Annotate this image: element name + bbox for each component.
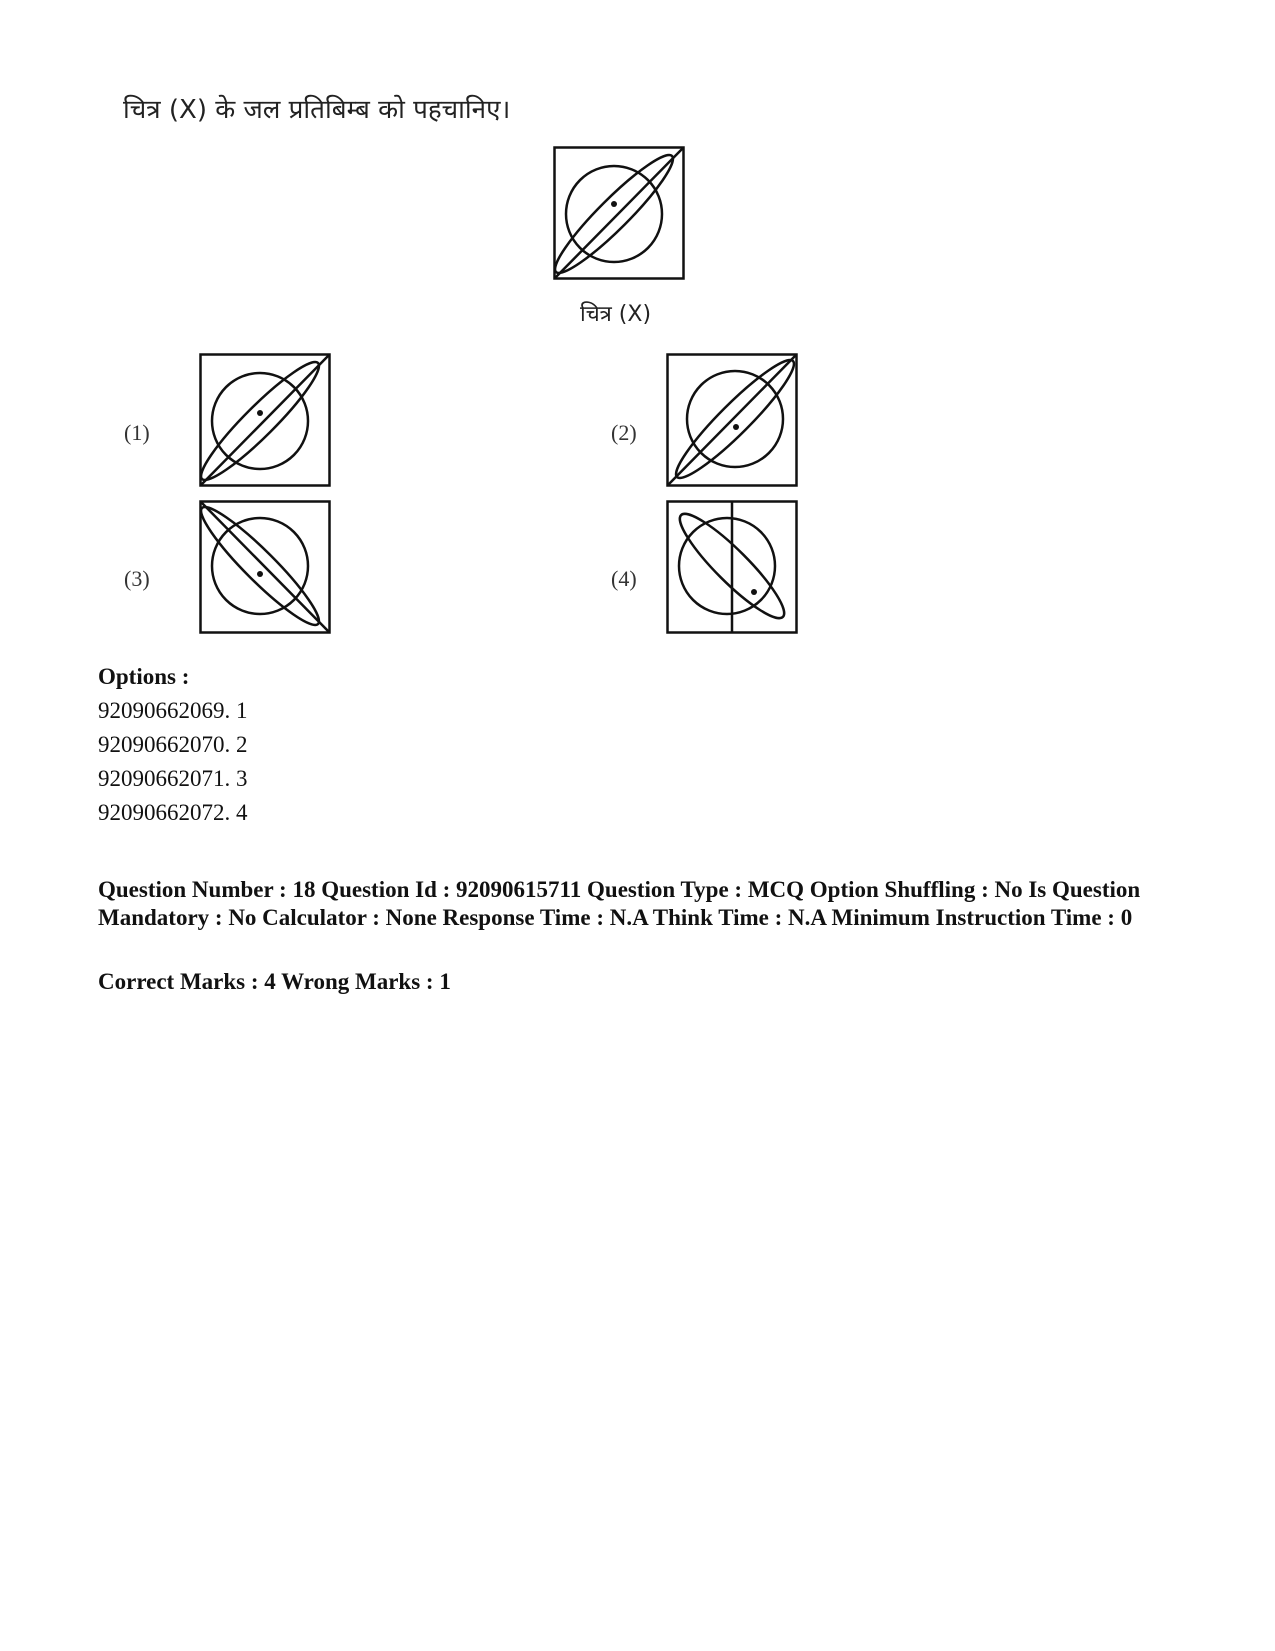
options-heading: Options : bbox=[98, 664, 190, 689]
option-1-label: (1) bbox=[124, 420, 150, 445]
option-item-4: 92090662072. 4 bbox=[98, 800, 248, 825]
option-3-label: (3) bbox=[124, 566, 150, 591]
option-2-label: (2) bbox=[611, 420, 637, 445]
figure-x bbox=[553, 146, 685, 280]
option-item-3: 92090662071. 3 bbox=[98, 766, 248, 791]
figure-caption: चित्र (X) bbox=[580, 302, 652, 327]
option-1-figure bbox=[199, 353, 331, 487]
option-3-figure bbox=[199, 500, 331, 634]
question-marks: Correct Marks : 4 Wrong Marks : 1 bbox=[98, 969, 451, 994]
option-4-figure bbox=[666, 500, 798, 634]
option-4-label: (4) bbox=[611, 566, 637, 591]
question-text: चित्र (X) के जल प्रतिबिम्ब को पहचानिए। bbox=[123, 95, 511, 125]
option-2-figure bbox=[666, 353, 798, 487]
option-item-1: 92090662069. 1 bbox=[98, 698, 248, 723]
question-meta: Question Number : 18 Question Id : 92090615711 Question Type : MCQ Option Shuffling : No Is Question Mandatory : No Calculator : None Response Time : N.A Think Time : N.A Minimum Instruction Time : 0 bbox=[98, 877, 1141, 930]
option-item-2: 92090662070. 2 bbox=[98, 732, 248, 757]
